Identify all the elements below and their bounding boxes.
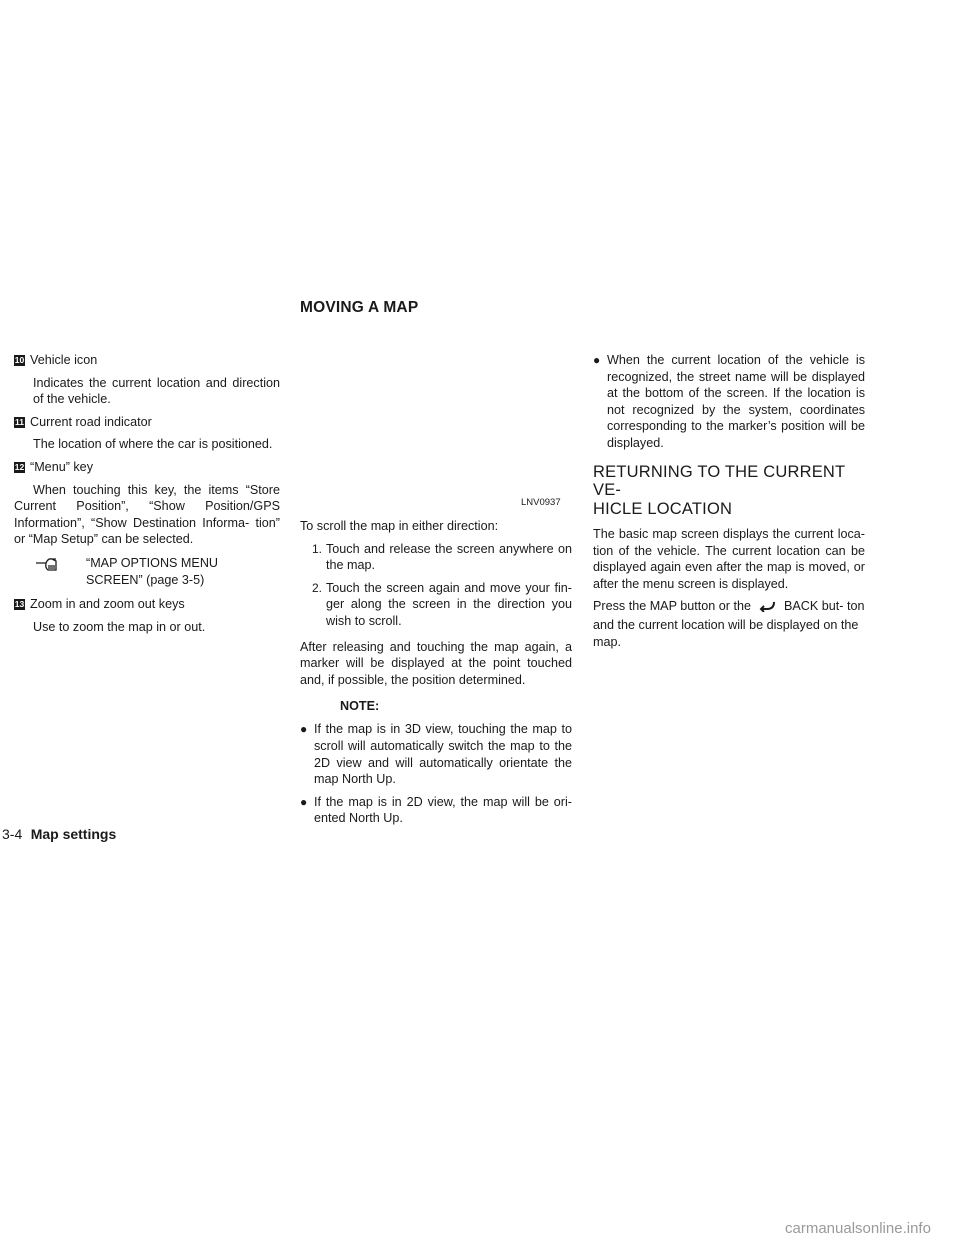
item-menu-key (14, 459, 280, 588)
heading-line-1: RETURNING TO THE CURRENT VE- (593, 462, 846, 500)
back-arrow-icon (754, 600, 780, 617)
item-title: Vehicle icon (30, 353, 98, 367)
item-number-badge: 11 (15, 416, 24, 427)
step-number: 2. (312, 580, 323, 595)
watermark: carmanualsonline.info (785, 1220, 931, 1237)
location-bullet (593, 352, 865, 452)
page-number: 3-4 (2, 826, 23, 842)
item-description: The location of where the car is positioned. (33, 437, 273, 452)
note-bullet (300, 794, 572, 827)
scroll-intro: To scroll the map in either direction: (300, 519, 499, 533)
paragraph-back (593, 598, 865, 650)
paragraph: The basic map screen displays the current loca- tion of the vehicle. The current location can be displayed again even after the map is moved, or after the menu screen is displayed. (593, 527, 865, 591)
item-title: Current road indicator (30, 414, 152, 429)
item-description: When touching this key, the items “Store Current Position”, “Show Position/GPS Information”, “Show Destination Informa- tion” or “Map Setup” can be selected. (14, 482, 280, 547)
item-description: Indicates the current location and direction of the vehicle. (33, 375, 280, 407)
step-text: Touch the screen again and move your fin- ger along the screen in the direction you wish to scroll. (326, 580, 572, 628)
paragraph: After releasing and touching the map again, a marker will be displayed at the point touched and, if possible, the position determined. (300, 639, 572, 687)
bullet-icon: ● (300, 794, 308, 809)
reference-line-2: SCREEN” (page 3-5) (86, 572, 205, 587)
item-number-badge: 10 (14, 354, 25, 365)
item-vehicle-icon (14, 352, 280, 408)
step-number: 1. (312, 541, 323, 556)
note-label: NOTE: (340, 699, 380, 714)
item-number-badge: 12 (14, 461, 25, 472)
item-number-badge: 13 (14, 598, 25, 609)
bullet-icon: ● (593, 353, 601, 367)
bullet-text: When the current location of the vehicle is recognized, the street name will be displayed at the bottom of the screen. If the location is not recognized by the system, coordinates corresponding to the marker’s position will be displayed. (607, 353, 865, 450)
chapter-title: Map settings (30, 826, 117, 842)
cross-reference (34, 555, 280, 588)
step-text: Touch and release the screen anywhere on the map. (326, 541, 572, 573)
back-instruction-pre: Press the MAP button or the (593, 599, 751, 614)
heading-line-2: HICLE LOCATION (593, 499, 733, 518)
back-instruction-post: BACK but- ton and the current location will be displayed on the map. (593, 599, 865, 649)
bullet-text: If the map is in 2D view, the map will be ori- ented North Up. (314, 794, 572, 826)
middle-column (300, 518, 572, 827)
step-1 (312, 541, 572, 574)
right-column (593, 352, 865, 650)
item-title: “Menu” key (30, 459, 93, 474)
section-title: MOVING A MAP (300, 299, 419, 316)
figure-label: LNV0937 (521, 497, 561, 508)
bullet-icon: ● (300, 722, 308, 737)
item-current-road-indicator (14, 414, 280, 453)
reference-line-1: “MAP OPTIONS MENU (86, 555, 219, 570)
item-description: Use to zoom the map in or out. (33, 619, 206, 634)
left-column (14, 352, 280, 635)
step-2 (312, 580, 572, 630)
bullet-text: If the map is in 3D view, touching the map to scroll will automatically switch the map to the 2D view and will automatically orientate the map North Up. (314, 722, 572, 787)
section-heading (593, 463, 865, 519)
note-bullet (300, 721, 572, 787)
item-zoom-keys (14, 596, 280, 635)
item-title: Zoom in and zoom out keys (30, 597, 185, 612)
pointing-hand-icon (34, 555, 86, 578)
page-footer (2, 826, 116, 844)
